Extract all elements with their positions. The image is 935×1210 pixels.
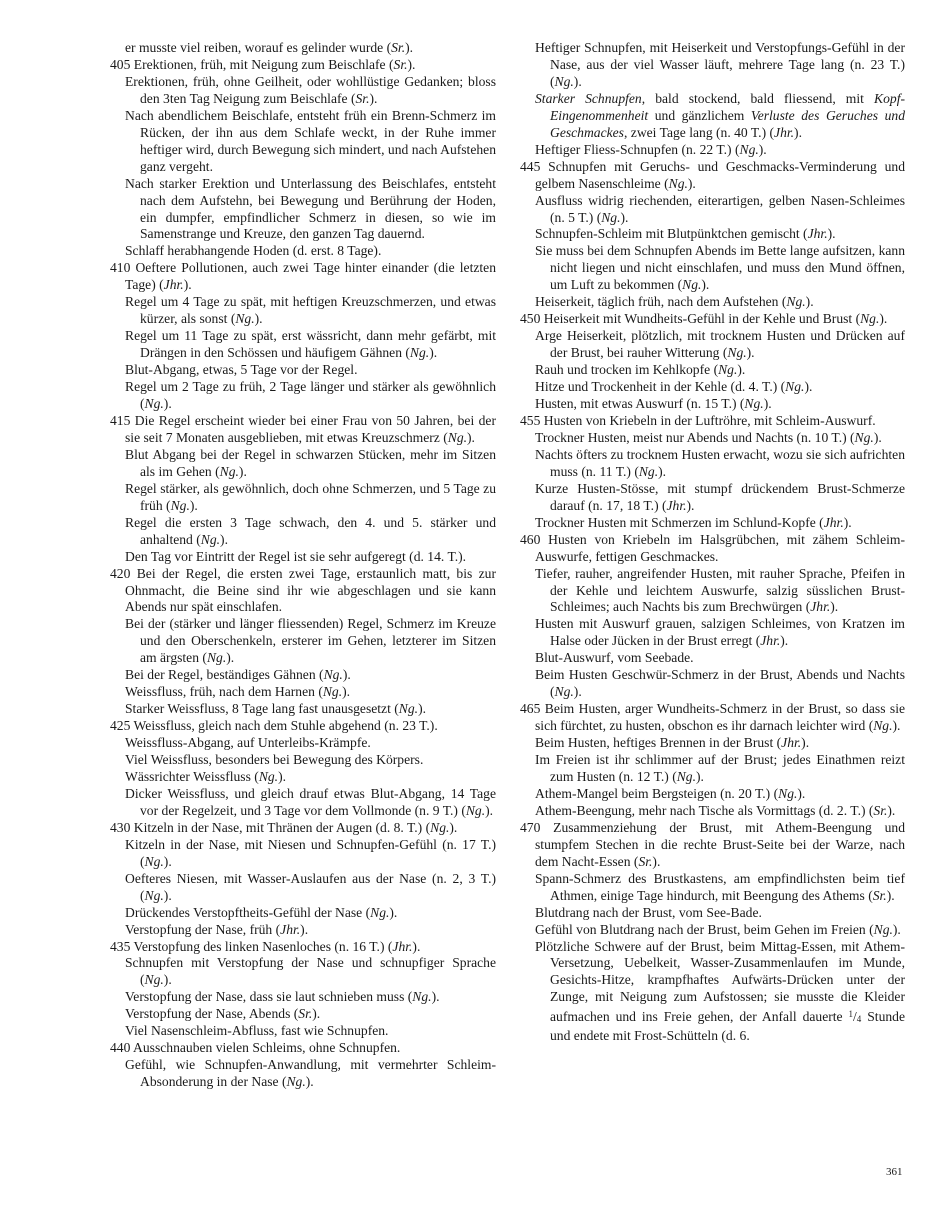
- symptom-entry: Athem-Beengung, mehr nach Tische als Vormittags (d. 2. T.) (Sr.).: [535, 802, 896, 818]
- numbered-symptom-entry: 425 Weissfluss, gleich nach dem Stuhle abgehend (n. 23 T.).: [110, 718, 438, 734]
- symptom-entry: Im Freien ist ihr schlimmer auf der Brust; jedes Einathmen reizt zum Husten (n. 12 T.) (Ng.).: [535, 752, 905, 784]
- symptom-entry: Wässrichter Weissfluss (Ng.).: [125, 768, 287, 784]
- symptom-entry: Dicker Weissfluss, und gleich drauf etwas Blut-Abgang, 14 Tage vor der Regelzeit, und 3 Tage vor dem Vollmonde (n. 9 T.) (Ng.).: [125, 785, 496, 818]
- symptom-entry: Den Tag vor Eintritt der Regel ist sie sehr aufgeregt (d. 14. T.).: [125, 548, 467, 564]
- numbered-symptom-entry: 440 Ausschnauben vielen Schleims, ohne Schnupfen.: [110, 1040, 401, 1056]
- symptom-entry: Hitze und Trockenheit in der Kehle (d. 4. T.) (Ng.).: [535, 379, 813, 395]
- symptom-entry: Heftiger Fliess-Schnupfen (n. 22 T.) (Ng.).: [535, 141, 767, 157]
- symptom-entry: Heftiger Schnupfen, mit Heiserkeit und Verstopfungs-Gefühl in der Nase, aus der viel Wasser läuft, mehrere Tage lang (n. 23 T.) (Ng.).: [535, 40, 905, 89]
- symptom-entry: Gefühl, wie Schnupfen-Anwandlung, mit vermehrter Schleim-Absonderung in der Nase (Ng.).: [125, 1057, 496, 1090]
- symptom-entry: Blutdrang nach der Brust, vom See-Bade.: [535, 904, 762, 920]
- symptom-entry: er musste viel reiben, worauf es gelinder wurde (Sr.).: [125, 40, 414, 55]
- symptom-entry: Starker Weissfluss, 8 Tage lang fast unausgesetzt (Ng.).: [125, 701, 426, 717]
- numbered-symptom-entry: 430 Kitzeln in der Nase, mit Thränen der Augen (d. 8. T.) (Ng.).: [110, 819, 458, 835]
- symptom-entry: Blut-Abgang, etwas, 5 Tage vor der Regel.: [125, 362, 358, 378]
- numbered-symptom-entry: 435 Verstopfung des linken Nasenloches (n. 16 T.) (Jhr.).: [110, 938, 421, 954]
- symptom-entry: Verstopfung der Nase, Abends (Sr.).: [125, 1006, 321, 1022]
- symptom-entry: Kurze Husten-Stösse, mit stumpf drückendem Brust-Schmerze darauf (n. 17, 18 T.) (Jhr.).: [535, 480, 905, 513]
- numbered-symptom-entry: 420 Bei der Regel, die ersten zwei Tage, erstaunlich matt, bis zur Ohnmacht, die Beine sind ihr wie abgeschlagen und sie kann Abends nur spät einschlafen.: [110, 565, 496, 615]
- symptom-entry: Erektionen, früh, ohne Geilheit, oder wohllüstige Gedanken; bloss den 3ten Tag Neigung zum Beischlafe (Sr.).: [125, 73, 496, 106]
- symptom-entry: Tiefer, rauher, angreifender Husten, mit rauher Sprache, Pfeifen in der Kehle und leichtem Auswurfe, salzig süsslichen Brust-Schleimes; auch Nachts bis zum Brechwürgen (Jhr.).: [535, 565, 905, 615]
- left-column: [110, 40, 496, 1091]
- symptom-entry: Husten, mit etwas Auswurf (n. 15 T.) (Ng.).: [535, 396, 772, 412]
- symptom-entry: Nachts öfters zu trocknem Husten erwacht, wozu sie sich aufrichten muss (n. 11 T.) (Ng.).: [535, 446, 905, 479]
- numbered-symptom-entry: 410 Oeftere Pollutionen, auch zwei Tage hinter einander (die letzten Tage) (Jhr.).: [110, 260, 496, 293]
- symptom-entry: Ausfluss widrig riechenden, eiterartigen, gelben Nasen-Schleimes (n. 5 T.) (Ng.).: [535, 192, 905, 225]
- symptom-entry: Regel um 4 Tage zu spät, mit heftigen Kreuzschmerzen, und etwas kürzer, als sonst (Ng.).: [125, 294, 496, 327]
- symptom-entry: Nach abendlichem Beischlafe, entsteht früh ein Brenn-Schmerz im Rücken, der ihn aus dem Schlafe weckt, in der Ruhe immer heftiger wird, durch Bewegung sich mindert, und nach Aufstehen ganz vergeht.: [125, 107, 496, 174]
- symptom-entry: Drückendes Verstopftheits-Gefühl der Nase (Ng.).: [125, 904, 398, 920]
- numbered-symptom-entry: 465 Beim Husten, arger Wundheits-Schmerz in der Brust, so dass sie sich fürchtet, zu husten, obschon es ihr darnach leichter wird (Ng.).: [520, 701, 905, 734]
- symptom-entry: Bei der Regel, beständiges Gähnen (Ng.).: [125, 667, 351, 683]
- symptom-entry: Weissfluss-Abgang, auf Unterleibs-Krämpfe.: [125, 735, 371, 751]
- symptom-entry: Spann-Schmerz des Brustkastens, am empfindlichsten beim tief Athmen, einige Tage hindurch, mit Beengung des Athems (Sr.).: [535, 870, 905, 903]
- symptom-entry: Trockner Husten, meist nur Abends und Nachts (n. 10 T.) (Ng.).: [535, 429, 882, 445]
- symptom-entry: Oefteres Niesen, mit Wasser-Auslaufen aus der Nase (n. 2, 3 T.) (Ng.).: [125, 870, 496, 903]
- symptom-entry: Bei der (stärker und länger fliessenden) Regel, Schmerz im Kreuze und den Oberschenkeln, ersterer im Gehen, letzterer im Sitzen am ärgsten (Ng.).: [125, 616, 496, 666]
- symptom-entry: Blut Abgang bei der Regel in schwarzen Stücken, mehr im Sitzen als im Gehen (Ng.).: [125, 446, 496, 479]
- symptom-entry: Trockner Husten mit Schmerzen im Schlund-Kopfe (Jhr.).: [535, 514, 852, 530]
- symptom-entry: Schnupfen-Schleim mit Blutpünktchen gemischt (Jhr.).: [535, 226, 836, 242]
- numbered-symptom-entry: 445 Schnupfen mit Geruchs- und Geschmacks-Verminderung und gelbem Nasenschleime (Ng.).: [520, 158, 905, 191]
- symptom-entry: Verstopfung der Nase, dass sie laut schnieben muss (Ng.).: [125, 989, 440, 1005]
- symptom-entry: Sie muss bei dem Schnupfen Abends im Bette lange aufsitzen, kann nicht liegen und nicht einschlafen, und muss den Mund öffnen, um Luft zu bekommen (Ng.).: [535, 243, 905, 293]
- symptom-entry: Blut-Auswurf, vom Seebade.: [535, 650, 694, 666]
- symptom-entry: Husten mit Auswurf grauen, salzigen Schleimes, von Kratzen im Halse oder Jücken in der Brust erregt (Jhr.).: [535, 616, 905, 649]
- symptom-entry: Athem-Mangel beim Bergsteigen (n. 20 T.) (Ng.).: [535, 785, 806, 801]
- symptom-entry: Starker Schnupfen, bald stockend, bald fliessend, mit Kopf-Eingenommenheit und gänzlichem Verluste des Geruches und Geschmackes, zwei Tage lang (n. 40 T.) (Jhr.).: [535, 90, 905, 140]
- symptom-entry: Verstopfung der Nase, früh (Jhr.).: [125, 921, 309, 937]
- symptom-entry: Schnupfen mit Verstopfung der Nase und schnupfiger Sprache (Ng.).: [125, 955, 496, 988]
- symptom-entry: Gefühl von Blutdrang nach der Brust, beim Gehen im Freien (Ng.).: [535, 921, 901, 937]
- symptom-entry: Weissfluss, früh, nach dem Harnen (Ng.).: [125, 684, 351, 700]
- symptom-entry: Arge Heiserkeit, plötzlich, mit trocknem Husten und Drücken auf der Brust, bei rauher Witterung (Ng.).: [535, 328, 905, 361]
- page-number: 361: [886, 1166, 903, 1178]
- symptom-entry: Regel die ersten 3 Tage schwach, den 4. und 5. stärker und anhaltend (Ng.).: [125, 514, 496, 547]
- symptom-entry: Viel Nasenschleim-Abfluss, fast wie Schnupfen.: [125, 1023, 389, 1039]
- symptom-entry: Viel Weissfluss, besonders bei Bewegung des Körpers.: [125, 752, 424, 768]
- numbered-symptom-entry: 450 Heiserkeit mit Wundheits-Gefühl in der Kehle und Brust (Ng.).: [520, 311, 888, 327]
- symptom-entry: Nach starker Erektion und Unterlassung des Beischlafes, entsteht nach dem Aufstehn, bei Bewegung und Berührung der Hoden, ein dumpfer, empfindlicher Schmerz in diesen, so wie im Samenstrange und Kreuze, den ganzen Tag dauernd.: [125, 175, 496, 242]
- numbered-symptom-entry: 470 Zusammenziehung der Brust, mit Athem-Beengung und stumpfem Stechen in die rechte Brust-Seite bei der Warze, nach dem Nacht-Essen (Sr.).: [520, 819, 905, 869]
- symptom-entry: Kitzeln in der Nase, mit Niesen und Schnupfen-Gefühl (n. 17 T.) (Ng.).: [125, 836, 496, 869]
- numbered-symptom-entry: 460 Husten von Kriebeln im Halsgrübchen, mit zähem Schleim-Auswurfe, fettigen Geschmackes.: [520, 531, 905, 564]
- symptom-entry: Heiserkeit, täglich früh, nach dem Aufstehen (Ng.).: [535, 294, 814, 310]
- symptom-entry: Beim Husten, heftiges Brennen in der Brust (Jhr.).: [535, 735, 810, 751]
- right-column: [520, 40, 905, 1045]
- symptom-entry: Regel stärker, als gewöhnlich, doch ohne Schmerzen, und 5 Tage zu früh (Ng.).: [125, 480, 496, 513]
- symptom-entry: Beim Husten Geschwür-Schmerz in der Brust, Abends und Nachts (Ng.).: [535, 667, 905, 700]
- numbered-symptom-entry: 455 Husten von Kriebeln in der Luftröhre, mit Schleim-Auswurf.: [520, 412, 876, 428]
- numbered-symptom-entry: 415 Die Regel erscheint wieder bei einer Frau von 50 Jahren, bei der sie seit 7 Monaten ausgeblieben, mit etwas Kreuzschmerz (Ng.).: [110, 412, 496, 445]
- symptom-entry: Schlaff herabhangende Hoden (d. erst. 8 Tage).: [125, 243, 382, 259]
- symptom-entry: Rauh und trocken im Kehlkopfe (Ng.).: [535, 362, 746, 378]
- symptom-entry: Regel um 11 Tage zu spät, erst wässricht, dann mehr gefärbt, mit Drängen in den Schössen und häufigem Gähnen (Ng.).: [125, 328, 496, 361]
- numbered-symptom-entry: 405 Erektionen, früh, mit Neigung zum Beischlafe (Sr.).: [110, 56, 416, 72]
- symptom-entry: Regel um 2 Tage zu früh, 2 Tage länger und stärker als gewöhnlich (Ng.).: [125, 379, 496, 412]
- symptom-entry: Plötzliche Schwere auf der Brust, beim Mittag-Essen, mit Athem-Versetzung, Uebelkeit, Wasser-Zusammenlaufen im Munde, Gesichts-Hitze, krampfhaftes Aufwärts-Drücken unter der Zunge, mit Neigung zum Aufstossen; sie musste die Kleider aufmachen und ins Freie gehen, der Anfall dauerte $^1/_4$ Stunde und endete mit Frost-Schütteln (d. 6.: [535, 938, 905, 1044]
